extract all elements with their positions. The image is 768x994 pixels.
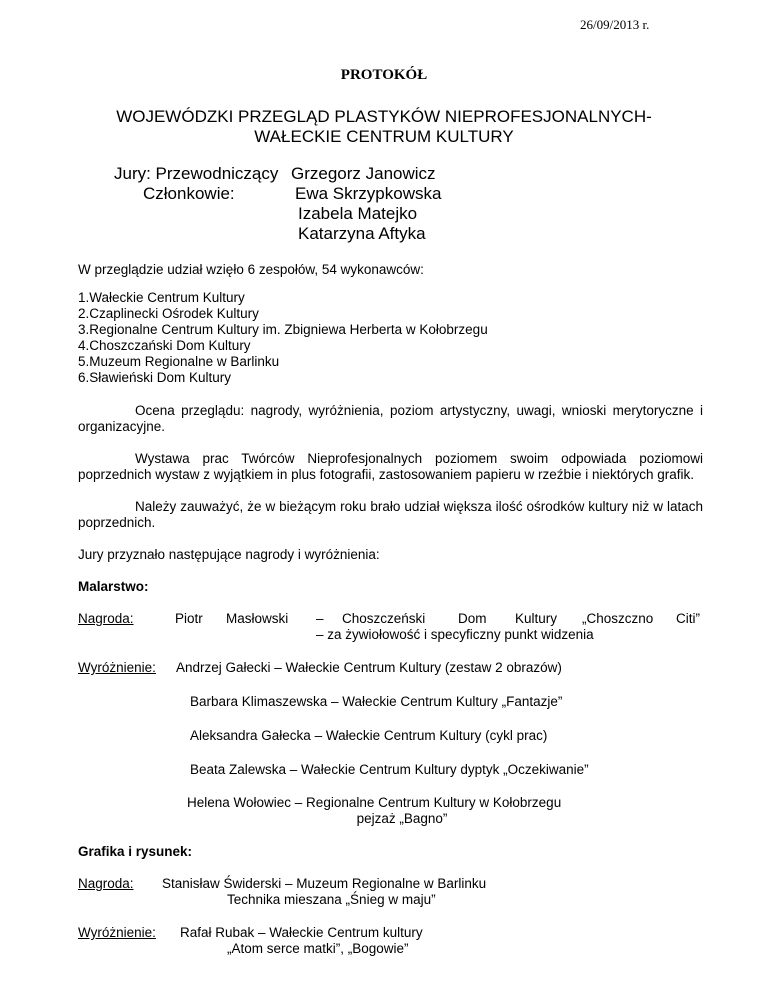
jury-chair-label: Jury: Przewodniczący <box>114 164 279 183</box>
distinction-entry: Aleksandra Gałecka – Wałeckie Centrum Kultury (cykl prac) <box>190 728 548 743</box>
document-title: PROTOKÓŁ <box>340 67 428 83</box>
section-heading-graphics: Grafika i rysunek: <box>78 844 193 859</box>
award-entry-detail: Technika mieszana „Śnieg w maju” <box>227 892 436 907</box>
award-label: Nagroda: <box>78 611 134 626</box>
participant-list-item: 6.Sławieński Dom Kultury <box>78 370 232 385</box>
participant-list-item: 4.Choszczański Dom Kultury <box>78 338 251 353</box>
award-word: Masłowski <box>226 611 289 626</box>
heading-line-2: WAŁECKIE CENTRUM KULTURY <box>254 127 514 146</box>
participant-list-item: 2.Czaplinecki Ośrodek Kultury <box>78 306 259 321</box>
award-word: Piotr <box>175 611 203 626</box>
distinction-label: Wyróżnienie: <box>78 925 156 940</box>
jury-member: Ewa Skrzypkowska <box>295 184 442 203</box>
distinction-entry-detail: pejzaż „Bagno” <box>356 811 448 826</box>
note-paragraph: Należy zauważyć, że w bieżącym roku brało udział większa ilość ośrodków kultury niż w latach poprzednich. <box>78 499 703 530</box>
award-reason: – za żywiołowość i specyficzny punkt widzenia <box>316 627 594 642</box>
participant-list-item: 3.Regionalne Centrum Kultury im. Zbigniewa Herberta w Kołobrzegu <box>78 322 488 337</box>
jury-member: Katarzyna Aftyka <box>298 224 426 243</box>
distinction-entry: Helena Wołowiec – Regionalne Centrum Kultury w Kołobrzegu <box>187 795 562 810</box>
document-date: 26/09/2013 r. <box>580 17 650 32</box>
participant-list-item: 5.Muzeum Regionalne w Barlinku <box>78 354 280 369</box>
award-word: Dom <box>458 611 487 626</box>
awards-intro: Jury przyznało następujące nagrody i wyróżnienia: <box>78 547 380 562</box>
distinction-entry: Andrzej Gałecki – Wałeckie Centrum Kultury (zestaw 2 obrazów) <box>176 660 562 675</box>
award-word: Citi” <box>676 611 700 626</box>
exhibition-paragraph: Wystawa prac Twórców Nieprofesjonalnych poziomem swoim odpowiada poziomowi poprzednich wystaw z wyjątkiem in plus fotografii, zastosowaniem papieru w rzeźbie i niektórych grafik. <box>78 451 703 482</box>
award-word: Choszczeński <box>342 611 426 626</box>
section-heading-painting: Malarstwo: <box>78 579 149 594</box>
heading-line-1: WOJEWÓDZKI PRZEGLĄD PLASTYKÓW NIEPROFESJONALNYCH- <box>116 107 652 126</box>
distinction-entry: Rafał Rubak – Wałeckie Centrum kultury <box>180 925 423 940</box>
award-label: Nagroda: <box>78 876 134 891</box>
award-word: „Choszczno <box>582 611 654 626</box>
participant-list-item: 1.Wałeckie Centrum Kultury <box>78 290 245 305</box>
assessment-paragraph: Ocena przeglądu: nagrody, wyróżnienia, poziom artystyczny, uwagi, wnioski merytoryczne i organizacyjne. <box>78 403 703 434</box>
award-word: Kultury <box>515 611 558 626</box>
participation-text: W przeglądzie udział wzięło 6 zespołów, 54 wykonawców: <box>78 262 424 277</box>
award-word: – <box>316 611 324 626</box>
award-entry: Stanisław Świderski – Muzeum Regionalne w Barlinku <box>162 876 487 891</box>
jury-member: Izabela Matejko <box>298 204 418 223</box>
jury-members-label: Członkowie: <box>143 184 235 203</box>
jury-chair-name: Grzegorz Janowicz <box>291 164 436 183</box>
distinction-entry: Beata Zalewska – Wałeckie Centrum Kultury dyptyk „Oczekiwanie” <box>190 762 589 777</box>
distinction-entry-detail: „Atom serce matki”, „Bogowie” <box>227 941 409 956</box>
distinction-entry: Barbara Klimaszewska – Wałeckie Centrum Kultury „Fantazje” <box>190 694 563 709</box>
distinction-label: Wyróżnienie: <box>78 660 156 675</box>
